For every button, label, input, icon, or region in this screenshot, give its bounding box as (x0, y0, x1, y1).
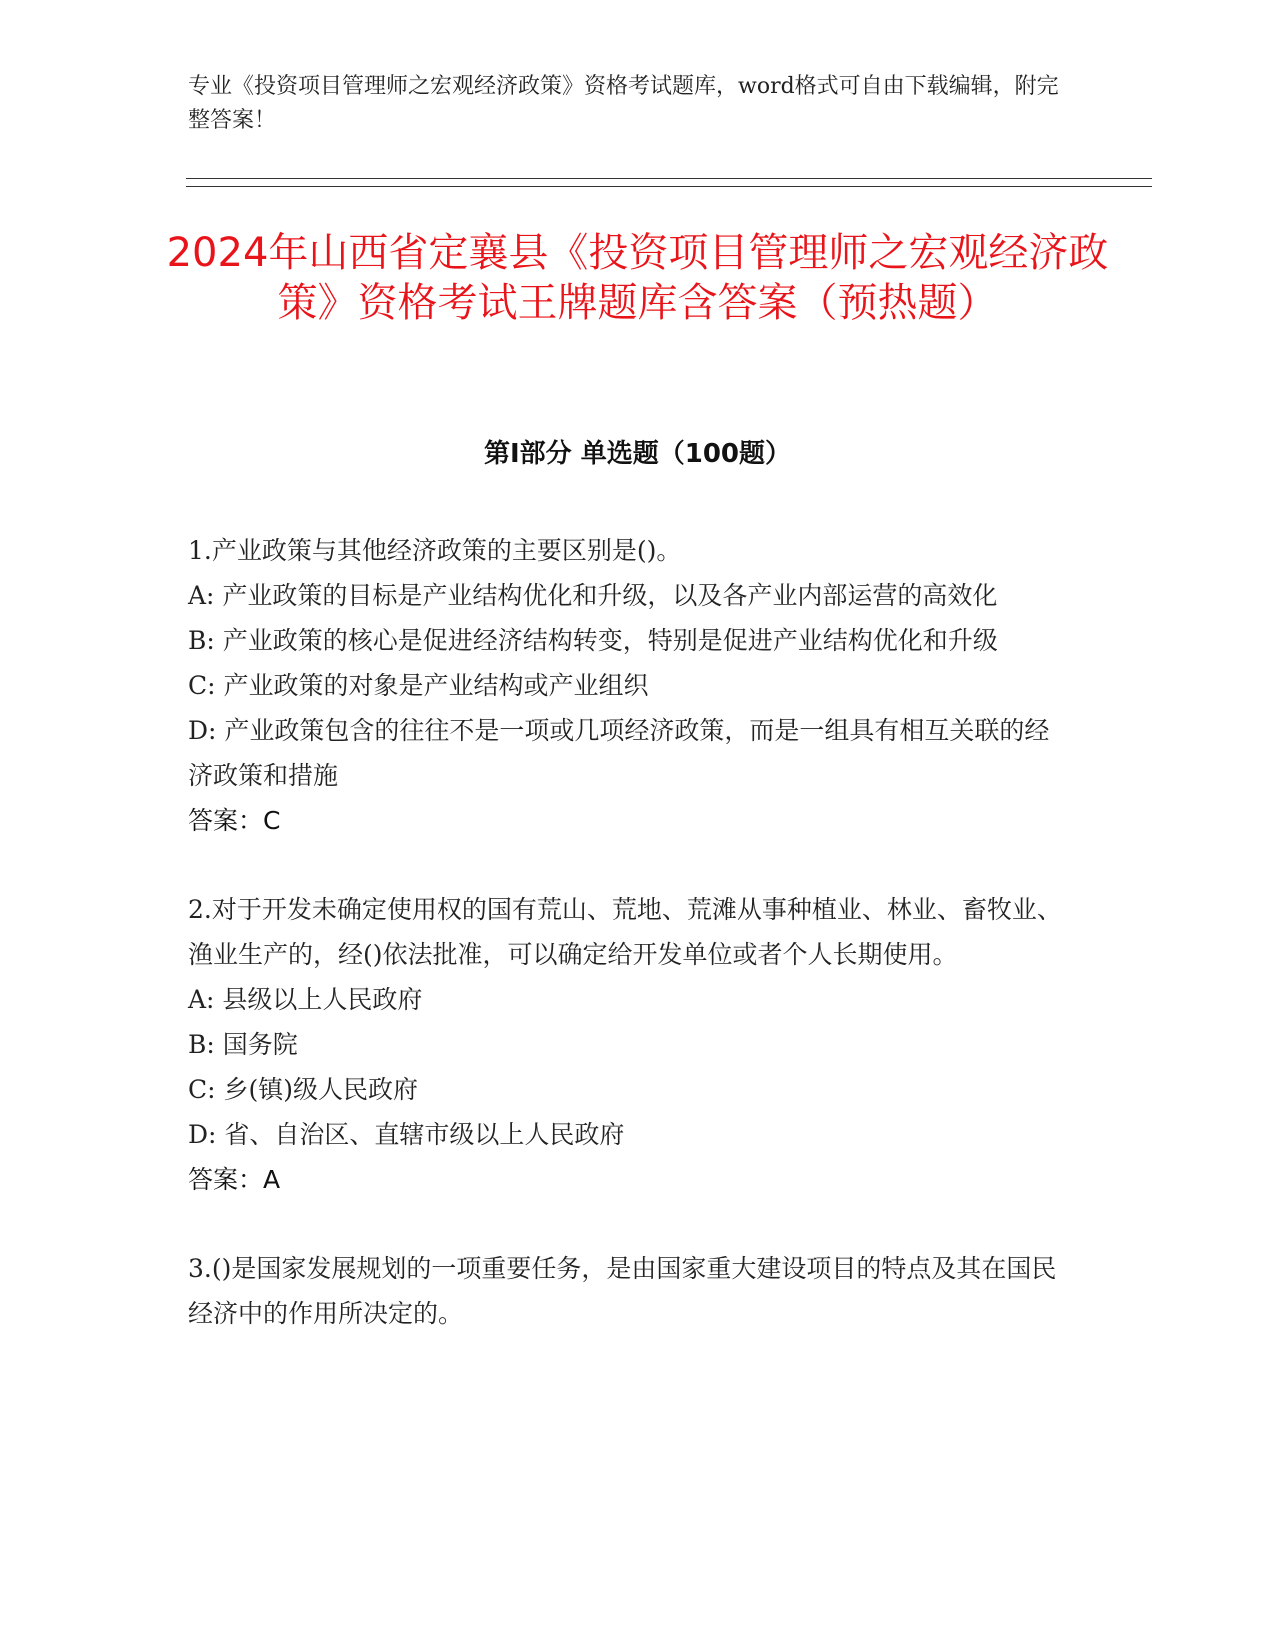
question-2 (188, 887, 1068, 1202)
question-stem: 1.产业政策与其他经济政策的主要区别是()。 (188, 536, 682, 565)
option-a: A: 产业政策的目标是产业结构优化和升级，以及各产业内部运营的高效化 (188, 581, 998, 610)
document-title: 2024年山西省定襄县《投资项目管理师之宏观经济政策》资格考试王牌题库含答案（预热题） (166, 230, 1109, 326)
option-b: B: 国务院 (188, 1030, 298, 1059)
question-3 (188, 1246, 1068, 1336)
header-divider-bottom (186, 186, 1152, 187)
question-stem: 3.()是国家发展规划的一项重要任务，是由国家重大建设项目的特点及其在国民经济中的作用所决定的。 (188, 1254, 1057, 1328)
header-note: 专业《投资项目管理师之宏观经济政策》资格考试题库，word格式可自由下载编辑，附完整答案！ (188, 74, 1059, 133)
header-divider-top (186, 178, 1152, 179)
question-1 (188, 528, 1068, 843)
option-b: B: 产业政策的核心是促进经济结构转变，特别是促进产业结构优化和升级 (188, 626, 998, 655)
question-list (188, 528, 1068, 1380)
section-heading: 第Ⅰ部分 单选题（100题） (484, 439, 791, 469)
answer-label: 答案：A (188, 1165, 281, 1194)
option-c: C: 乡(镇)级人民政府 (188, 1075, 419, 1104)
answer-label: 答案：C (188, 806, 281, 835)
option-a: A: 县级以上人民政府 (188, 985, 423, 1014)
option-c: C: 产业政策的对象是产业结构或产业组织 (188, 671, 649, 700)
option-d: D: 产业政策包含的往往不是一项或几项经济政策，而是一组具有相互关联的经济政策和措施 (188, 716, 1050, 790)
option-d: D: 省、自治区、直辖市级以上人民政府 (188, 1120, 625, 1149)
question-stem: 2.对于开发未确定使用权的国有荒山、荒地、荒滩从事种植业、林业、畜牧业、渔业生产的，经()依法批准，可以确定给开发单位或者个人长期使用。 (188, 895, 1062, 969)
